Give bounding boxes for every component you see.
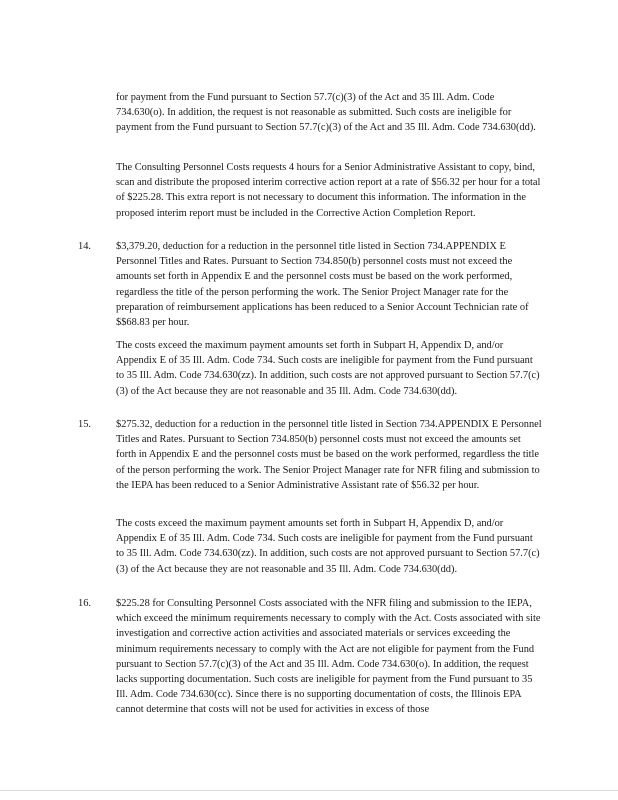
page-edge-divider <box>0 790 618 791</box>
item-number: 15. <box>78 419 91 430</box>
item-number: 16. <box>78 598 91 609</box>
item-paragraph: $225.28 for Consulting Personnel Costs associated with the NFR filing and submission to the IEPA, which exceed the minimum requirements necessary to comply with the Act. Costs associated with site investigation and corrective action activities and associated materials or services exceeding the minimum requirements necessary to comply with the Act are not eligible for payment from the Fund pursuant to Section 57.7(c)(3) of the Act and 35 Ill. Adm. Code 734.630(o). In addition, the request lacks supporting documentation. Such costs are ineligible for payment from the Fund pursuant to 35 Ill. Adm. Code 734.630(cc). Since there is no supporting documentation of costs, the Illinois EPA cannot determine that costs will not be used for activities in excess of those <box>116 598 541 716</box>
continuation-paragraph: for payment from the Fund pursuant to Section 57.7(c)(3) of the Act and 35 Ill. Adm. Code 734.630(o). In addition, the request is not reasonable as submitted. Such costs are ineligible for payment from the Fund pursuant to Section 57.7(c)(3) of the Act and 35 Ill. Adm. Code 734.630(dd). <box>116 92 536 134</box>
item-paragraph: The costs exceed the maximum payment amounts set forth in Subpart H, Appendix D, and/or Appendix E of 35 Ill. Adm. Code 734. Such costs are ineligible for payment from the Fund pursuant to 35 Ill. Adm. Code 734.630(zz). In addition, such costs are not approved pursuant to Section 57.7(c)(3) of the Act because they are not reasonable and 35 Ill. Adm. Code 734.630(dd). <box>116 340 540 397</box>
item-number: 14. <box>78 241 91 252</box>
continuation-paragraph: The Consulting Personnel Costs requests 4 hours for a Senior Administrative Assistant to copy, bind, scan and distribute the proposed interim corrective action report at a rate of $56.32 per hour for a total of $225.28. This extra report is not necessary to document this information. The information in the proposed interim report must be included in the Corrective Action Completion Report. <box>116 162 541 219</box>
item-paragraph: $275.32, deduction for a reduction in the personnel title listed in Section 734.APPENDIX E Personnel Titles and Rates. Pursuant to Section 734.850(b) personnel costs must not exceed the amounts set forth in Appendix E and the personnel costs must be based on the work performed, regardless the title of the person performing the work. The Senior Project Manager rate for NFR filing and submission to the IEPA has been reduced to a Senior Administrative Assistant rate of $56.32 per hour. <box>116 419 542 491</box>
item-paragraph: The costs exceed the maximum payment amounts set forth in Subpart H, Appendix D, and/or Appendix E of 35 Ill. Adm. Code 734. Such costs are ineligible for payment from the Fund pursuant to 35 Ill. Adm. Code 734.630(zz). In addition, such costs are not approved pursuant to Section 57.7(c)(3) of the Act because they are not reasonable and 35 Ill. Adm. Code 734.630(dd). <box>116 518 540 575</box>
item-paragraph: $3,379.20, deduction for a reduction in the personnel title listed in Section 734.APPENDIX E Personnel Titles and Rates. Pursuant to Section 734.850(b) personnel costs must not exceed the amounts set forth in Appendix E and the personnel costs must be based on the work performed, regardless the title of the person performing the work. The Senior Project Manager rate for the preparation of reimbursement applications has been reduced to a Senior Account Technician rate of $$68.83 per hour. <box>116 241 529 329</box>
